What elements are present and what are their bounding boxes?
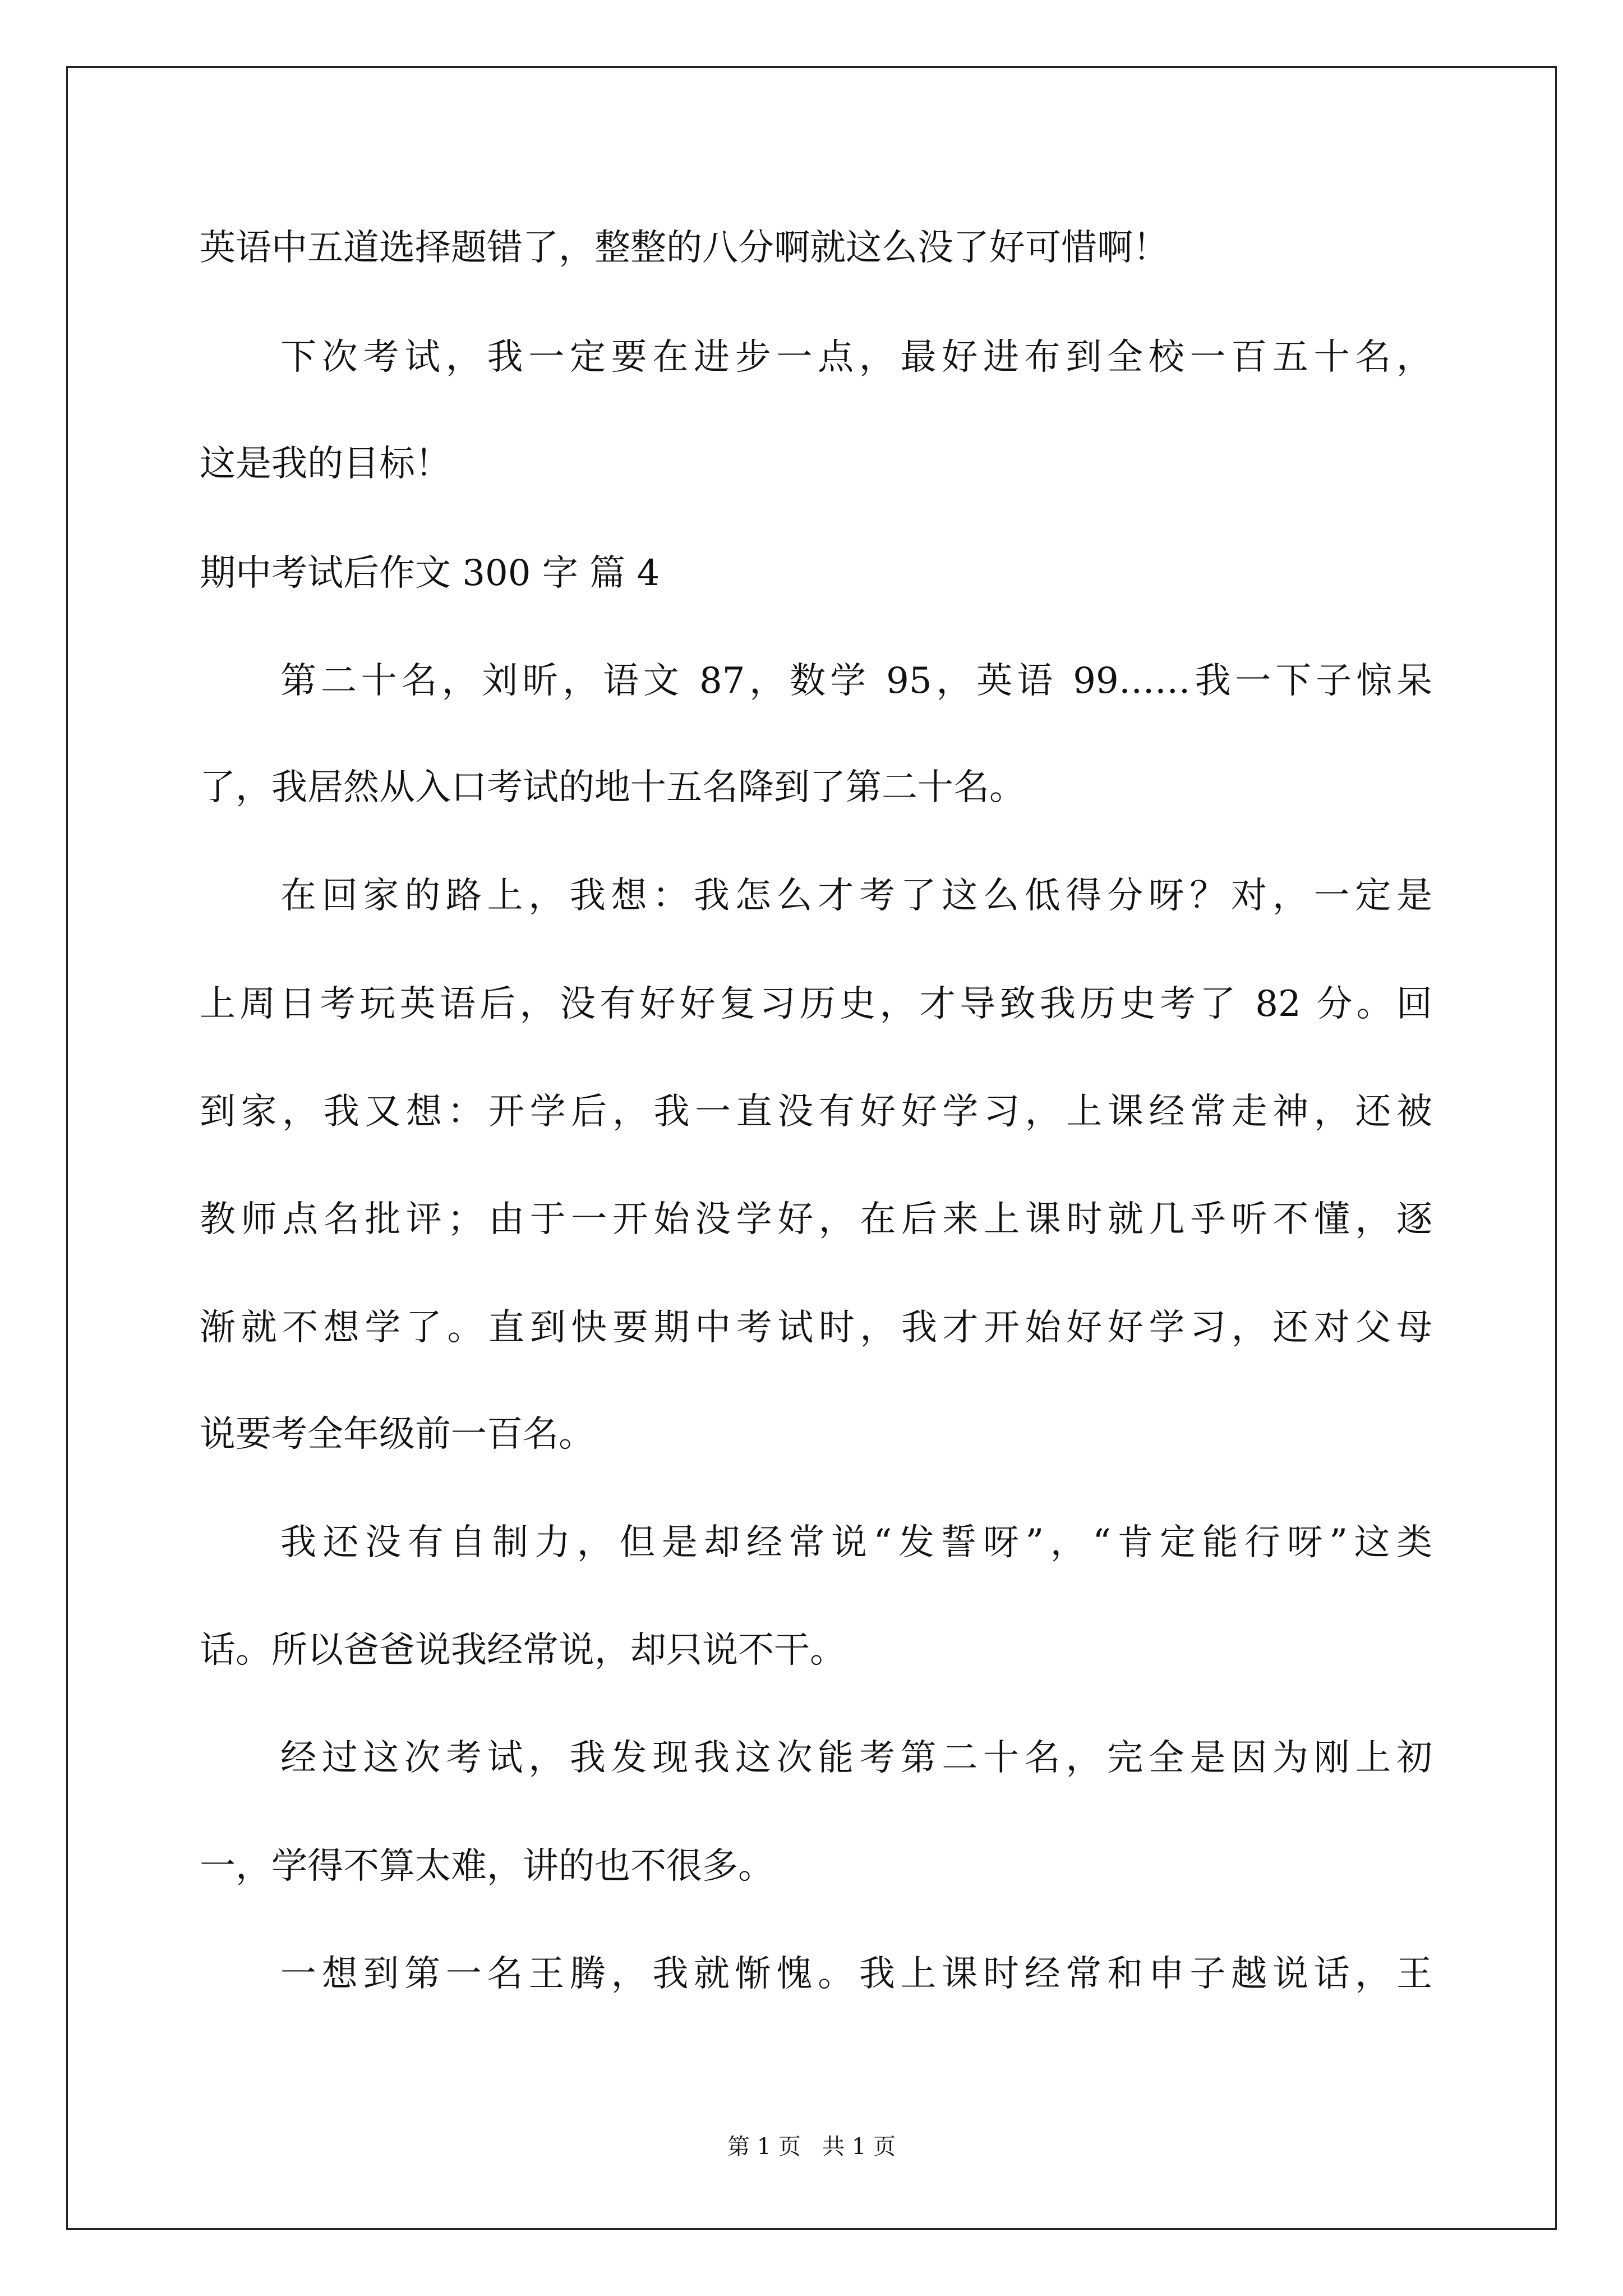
text-line-13: 我还没有自制力，但是却经常说“发誓呀”，“肯定能行呀”这类	[280, 1522, 1432, 1563]
text-line-10: 教师点名批评；由于一开始没学好，在后来上课时就几乎听不懂，逐	[200, 1199, 1432, 1240]
text-line-5: 第二十名，刘昕，语文 87，数学 95，英语 99……我一下子惊呆	[280, 660, 1432, 702]
text-line-17: 一想到第一名王腾，我就惭愧。我上课时经常和申子越说话，王	[280, 1953, 1432, 1995]
text-line-9: 到家，我又想：开学后，我一直没有好好学习，上课经常走神，还被	[200, 1091, 1432, 1133]
text-line-16: 一，学得不算太难，讲的也不很多。	[200, 1846, 774, 1887]
text-line-15: 经过这次考试，我发现我这次能考第二十名，完全是因为刚上初	[280, 1737, 1432, 1779]
text-line-6: 了，我居然从入口考试的地十五名降到了第二十名。	[200, 767, 1025, 808]
text-line-12: 说要考全年级前一百名。	[200, 1414, 594, 1455]
text-line-14: 话。所以爸爸说我经常说，却只说不干。	[200, 1630, 846, 1671]
text-line-11: 渐就不想学了。直到快要期中考试时，我才开始好好学习，还对父母	[200, 1307, 1432, 1349]
page-footer: 第 1 页 共 1 页	[727, 2134, 896, 2160]
page-border	[66, 66, 1557, 2230]
section-heading: 期中考试后作文 300 字 篇 4	[200, 553, 660, 594]
text-line-7: 在回家的路上，我想：我怎么才考了这么低得分呀？对，一定是	[280, 875, 1432, 917]
text-line-8: 上周日考玩英语后，没有好好复习历史，才导致我历史考了 82 分。回	[200, 983, 1432, 1025]
text-line-2: 下次考试，我一定要在进步一点，最好进布到全校一百五十名，	[280, 337, 1432, 378]
text-line-3: 这是我的目标！	[200, 443, 451, 485]
text-line-1: 英语中五道选择题错了，整整的八分啊就这么没了好可惜啊！	[200, 227, 1169, 269]
